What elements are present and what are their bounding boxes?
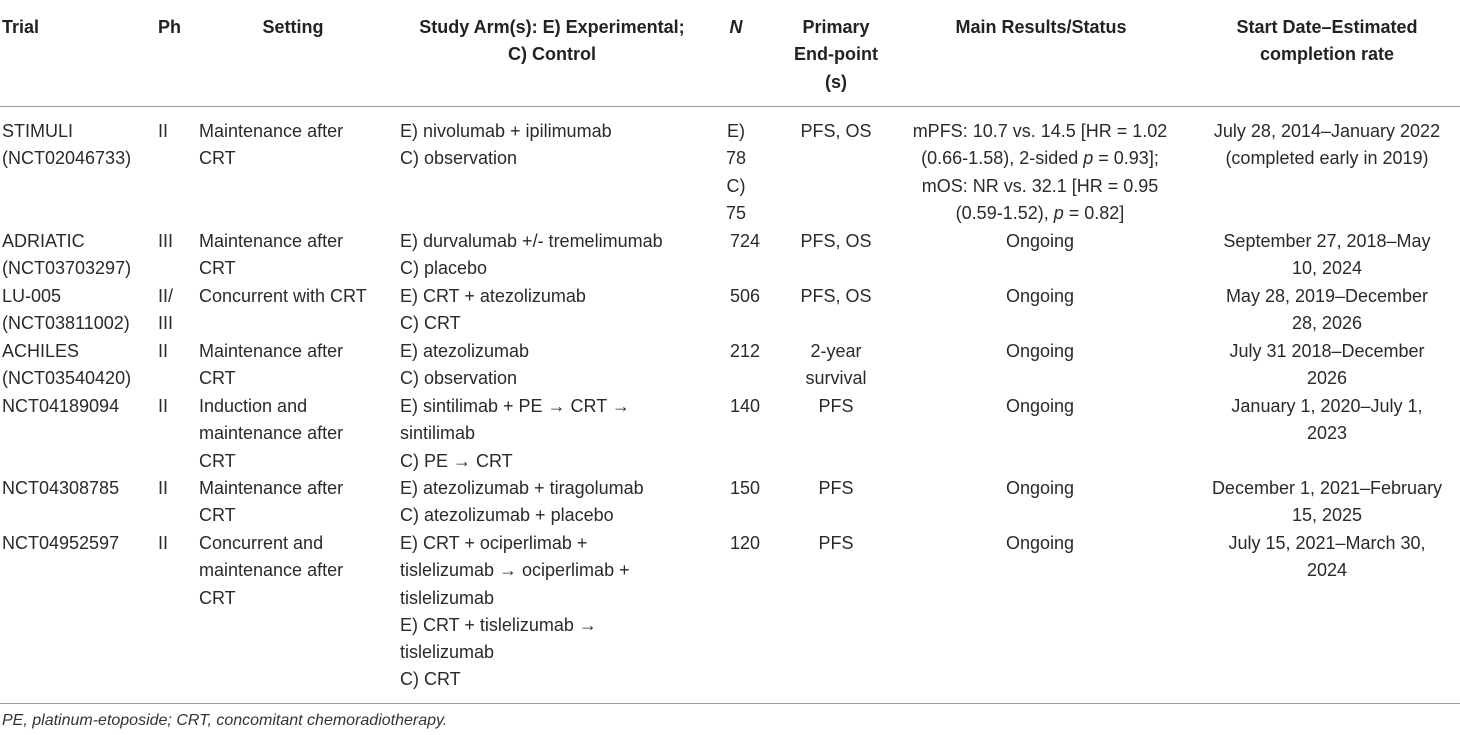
cell-main-results: Ongoing — [1005, 231, 1075, 251]
results-text: = 0.93]; — [1093, 148, 1159, 169]
table-footnote: PE, platinum-etoposide; CRT, concomitant chemoradiotherapy. — [2, 712, 448, 729]
cell-endpoint: 2-year survival — [805, 341, 867, 389]
cell-setting: Maintenance after CRT — [199, 341, 344, 389]
header-primary-endpoint: Primary End-point (s) — [794, 17, 878, 92]
cell-study-arms: E) sintilimab + PE → CRT → sintilimab C) PE → CRT — [400, 396, 630, 471]
cell-phase: II/ III — [158, 286, 174, 334]
p-value-symbol: p — [1083, 148, 1094, 169]
results-text: (0.66-1.58), 2-sided — [921, 148, 1084, 169]
cell-main-results: Ongoing — [1005, 286, 1075, 306]
p-value-symbol: p — [1053, 202, 1064, 223]
cell-study-arms: E) CRT + atezolizumab C) CRT — [400, 286, 586, 334]
header-n: N — [729, 17, 743, 37]
cell-phase: II — [158, 341, 169, 361]
cell-main-results: Ongoing — [1005, 533, 1075, 553]
cell-trial: NCT04952597 — [2, 533, 120, 553]
cell-n: E) 78 C) 75 — [725, 121, 747, 223]
cell-endpoint: PFS — [818, 533, 854, 553]
cell-n: 120 — [729, 533, 760, 553]
cell-trial: ACHILES (NCT03540420) — [2, 341, 132, 389]
cell-setting: Concurrent and maintenance after CRT — [199, 533, 344, 608]
cell-n: 140 — [729, 396, 760, 416]
cell-main-results — [890, 118, 1190, 227]
cell-study-arms: E) CRT + ociperlimab + tislelizumab → ociperlimab + tislelizumab E) CRT + tislelizumab → tislelizumab C) CRT — [400, 533, 630, 690]
cell-phase: II — [158, 533, 169, 553]
cell-setting: Maintenance after CRT — [199, 231, 344, 279]
cell-dates: July 15, 2021–March 30, 2024 — [1228, 533, 1426, 581]
cell-dates: September 27, 2018–May 10, 2024 — [1223, 231, 1431, 279]
cell-dates: January 1, 2020–July 1, 2023 — [1231, 396, 1423, 444]
cell-setting: Maintenance after CRT — [199, 121, 344, 169]
cell-n: 212 — [729, 341, 760, 361]
cell-trial: STIMULI (NCT02046733) — [2, 121, 132, 169]
cell-trial: ADRIATIC (NCT03703297) — [2, 231, 132, 279]
cell-dates: July 28, 2014–January 2022 (completed early in 2019) — [1213, 121, 1441, 169]
header-phase: Ph — [158, 17, 182, 37]
cell-endpoint: PFS, OS — [800, 121, 872, 141]
header-divider — [0, 106, 1460, 107]
header-main-results: Main Results/Status — [955, 17, 1127, 37]
cell-n: 150 — [729, 478, 760, 498]
cell-endpoint: PFS — [818, 478, 854, 498]
cell-phase: II — [158, 478, 169, 498]
cell-study-arms: E) atezolizumab C) observation — [400, 341, 530, 389]
cell-endpoint: PFS — [818, 396, 854, 416]
cell-main-results: Ongoing — [1005, 396, 1075, 416]
results-line: mOS: NR vs. 32.1 [HR = 0.95 — [921, 175, 1159, 196]
cell-endpoint: PFS, OS — [800, 231, 872, 251]
cell-study-arms: E) nivolumab + ipilimumab C) observation — [400, 121, 612, 169]
cell-setting: Maintenance after CRT — [199, 478, 344, 526]
cell-trial: NCT04189094 — [2, 396, 120, 416]
cell-endpoint: PFS, OS — [800, 286, 872, 306]
cell-trial: LU-005 (NCT03811002) — [2, 286, 130, 334]
cell-study-arms: E) atezolizumab + tiragolumab C) atezolizumab + placebo — [400, 478, 644, 526]
header-start-date: Start Date–Estimated completion rate — [1236, 17, 1418, 65]
header-setting: Setting — [262, 17, 324, 37]
cell-n: 724 — [729, 231, 760, 251]
cell-dates: December 1, 2021–February 15, 2025 — [1211, 478, 1443, 526]
results-text: = 0.82] — [1063, 202, 1125, 223]
table-bottom-rule — [0, 703, 1460, 704]
cell-n: 506 — [729, 286, 760, 306]
cell-phase: II — [158, 121, 169, 141]
cell-phase: II — [158, 396, 169, 416]
results-line — [890, 200, 1190, 227]
cell-main-results: Ongoing — [1005, 478, 1075, 498]
results-text: (0.59-1.52), — [955, 202, 1054, 223]
cell-setting: Induction and maintenance after CRT — [199, 396, 344, 471]
cell-phase: III — [158, 231, 174, 251]
cell-setting: Concurrent with CRT — [199, 286, 367, 306]
cell-dates: May 28, 2019–December 28, 2026 — [1225, 286, 1429, 334]
header-study-arms: Study Arm(s): E) Experimental; C) Control — [419, 17, 685, 65]
header-trial: Trial — [2, 17, 40, 37]
results-line: mPFS: 10.7 vs. 14.5 [HR = 1.02 — [912, 121, 1168, 141]
cell-main-results: Ongoing — [1005, 341, 1075, 361]
results-line — [890, 145, 1190, 172]
cell-trial: NCT04308785 — [2, 478, 120, 498]
cell-study-arms: E) durvalumab +/- tremelimumab C) placebo — [400, 231, 663, 279]
cell-dates: July 31 2018–December 2026 — [1229, 341, 1425, 389]
